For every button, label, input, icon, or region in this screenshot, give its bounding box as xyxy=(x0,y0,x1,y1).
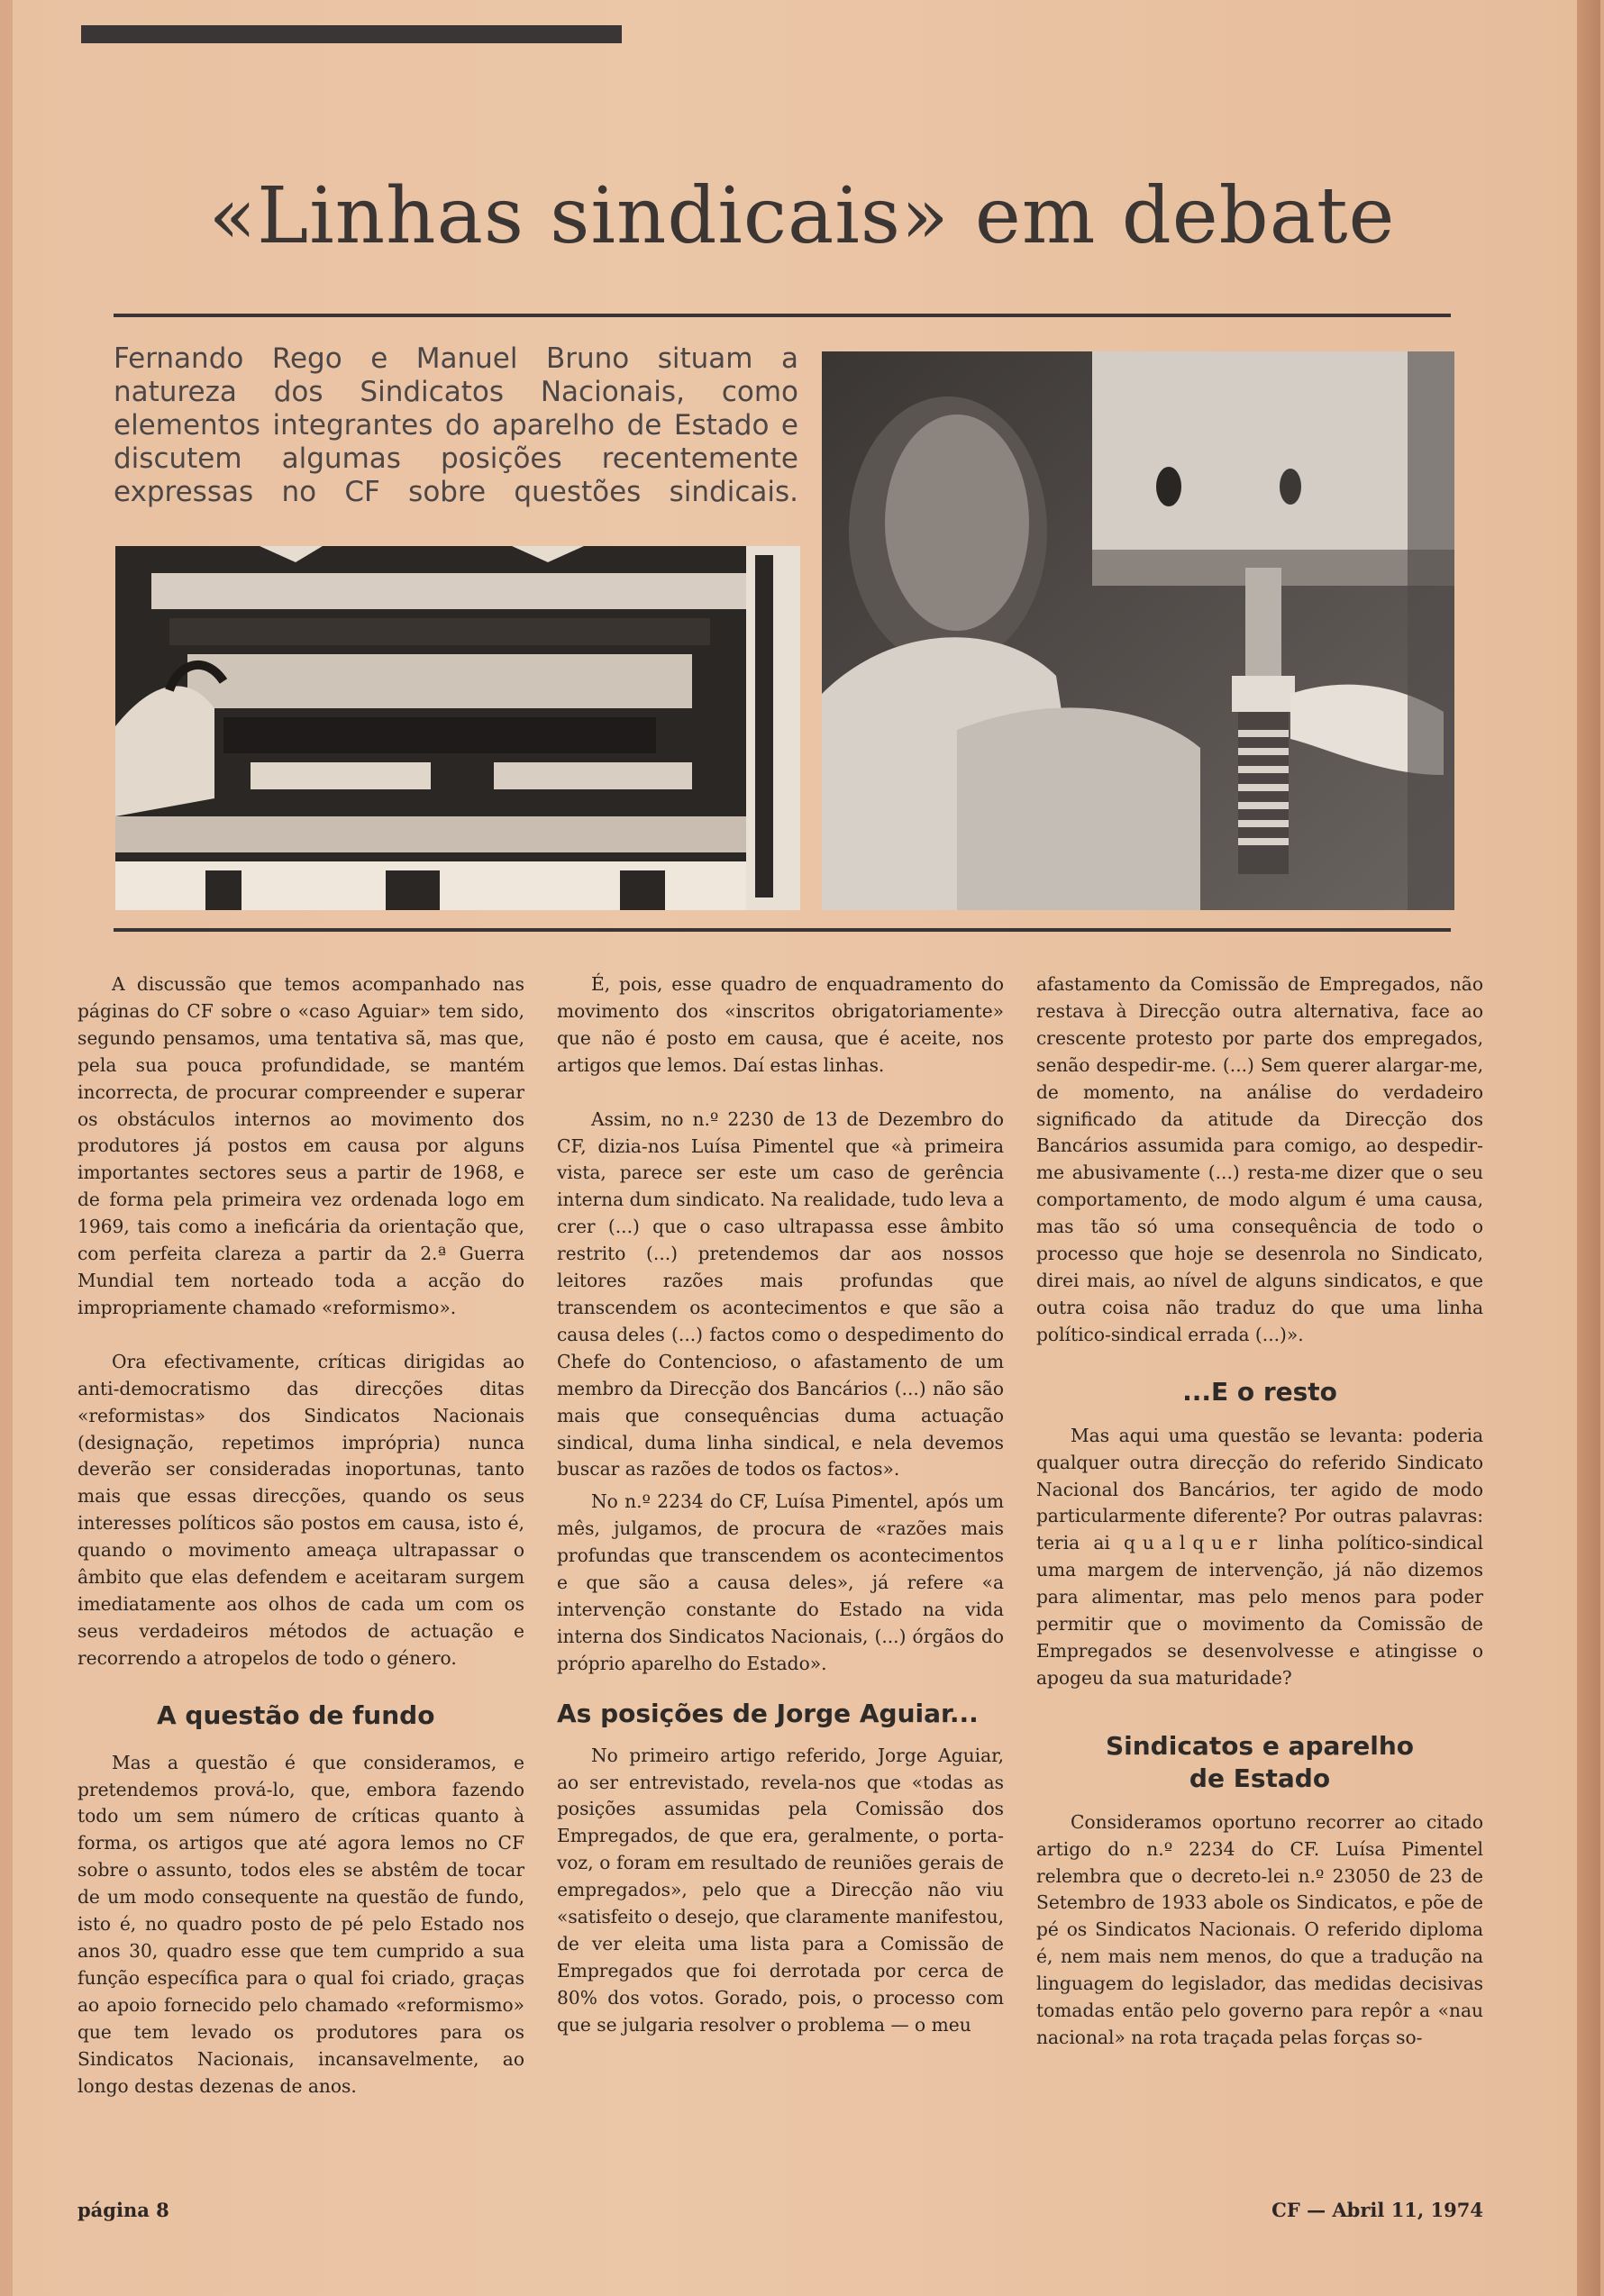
lede-paragraph: Fernando Rego e Manuel Bruno situam a natureza dos Sindicatos Nacionais, como elementos integrantes do aparelho de Estado e discutem algumas posições recentemente expressas no CF sobre questões sindicais. xyxy=(114,342,798,508)
photo-machine-parts xyxy=(115,546,800,910)
column-3 xyxy=(1036,971,1483,2052)
col1-paragraph-3: Mas a questão é que consideramos, e pretendemos prová-lo, que, embora fazendo todo um sem número de críticas quanto à forma, os artigos que até agora lemos no CF sobre o assunto, todos eles se abstêm de tocar de um modo consequente na questão de fundo, isto é, no quadro posto de pé pelo Estado nos anos 30, quadro esse que tem cumprido a sua função específica para o qual foi criado, graças ao apoio fornecido pelo chamado «reformismo» que tem levado os produtores para os Sindicatos Nacionais, incansavelmente, ao longo destas dezenas de anos. xyxy=(77,1751,524,2097)
col3-heading-2-line-2: de Estado xyxy=(1189,1763,1331,1793)
col2-paragraph-4: No primeiro artigo referido, Jorge Aguiar, ao ser entrevistado, revela-nos que «todas as posições assumidas pela Comissão dos Empregados, de que era, geralmente, o porta-voz, o foram em resultado de reuniões gerais de empregados», pelo que a Direcção não viu «satisfeito o desejo, que claramente manifestou, de ver eleita uma lista para a Comissão de Empregados que foi derrotada por cerca de 80% dos votos. Gorado, pois, o processo com que se julgaria resolver o problema — o meu xyxy=(557,1744,1004,2036)
rule-bottom xyxy=(114,928,1451,932)
col3-paragraph-2-part-a: Mas aqui uma questão se levanta: poderia qualquer outra direcção do referido Sindicato Nacional dos Bancários, ter agido de modo particularmente diferente? Por outras palavras: teria ai xyxy=(1036,1424,1483,1554)
column-2 xyxy=(557,971,1004,2039)
col1-paragraph-2: Ora efectivamente, críticas dirigidas ao anti-democratismo das direcções ditas «reformistas» dos Sindicatos Nacionais (designação, repetimos imprópria) nunca deverão ser consideradas inoportunas, tanto mais que essas direcções, quando os seus interesses políticos são postos em causa, isto é, quando o movimento ameaça ultrapassar o âmbito que elas defendem e aceitaram surgem imediatamente aos olhos de cada um com os seus verdadeiros métodos de actuação e recorrendo a atropelos de todo o género. xyxy=(77,1350,524,1669)
col1-heading: A questão de fundo xyxy=(157,1699,435,1730)
col2-paragraph-1: É, pois, esse quadro de enquadramento do movimento dos «inscritos obrigatoriamente» que não é posto em causa, que é aceite, nos artigos que lemos. Daí estas linhas. xyxy=(557,973,1004,1076)
footer-issue-date: CF — Abril 11, 1974 xyxy=(1271,2199,1483,2221)
col2-paragraph-3: No n.º 2234 do CF, Luísa Pimentel, após um mês, julgamos, de procura de «razões mais profundas que transcendem os acontecimentos e que são a causa deles», já refere «a intervenção constante do Estado na vida interna dos Sindicatos Nacionais, (...) órgãos do próprio aparelho do Estado». xyxy=(557,1490,1004,1674)
page-edge-shadow xyxy=(1577,0,1600,2296)
col1-paragraph-1: A discussão que temos acompanhado nas páginas do CF sobre o «caso Aguiar» tem sido, segundo pensamos, uma tentativa sã, mas que, pela sua pouca profundidade, se mantém incorrecta, de procurar compreender e superar os obstáculos internos ao movimento dos produtores já postos em causa por alguns importantes sectores seus a partir de 1968, e de forma pela primeira vez ordenada logo em 1969, tais como a ineficária da orientação que, com perfeita clareza a partir da 2.ª Guerra Mundial tem norteado toda a acção do impropriamente chamado «reformismo». xyxy=(77,973,524,1318)
col3-paragraph-3: Consideramos oportuno recorrer ao citado artigo do n.º 2234 do CF. Luísa Pimentel relembra que o decreto-lei n.º 23050 de 23 de Setembro de 1933 abole os Sindicatos, e põe de pé os Sindicatos Nacionais. O referido diploma é, nem mais nem menos, do que a tradução na linguagem do legislador, das medidas decisivas tomadas então pelo governo para repôr a «nau nacional» na rota traçada pelas forças so- xyxy=(1036,1810,1483,2048)
col3-heading-2-line-1: Sindicatos e aparelho xyxy=(1105,1730,1414,1761)
col3-heading-1: ...E o resto xyxy=(1182,1376,1337,1407)
col3-emphasis-word: qualquer xyxy=(1123,1532,1264,1554)
col3-heading-2 xyxy=(1036,1730,1483,1795)
footer-page-number: página 8 xyxy=(77,2199,169,2221)
rule-top xyxy=(114,314,1451,317)
col3-paragraph-2-part-c: linha político-sindical uma margem de intervenção, já não dizemos para alimentar, mas pelo menos para poder permitir que o movimento da Comissão de Empregados se desenvolvesse e atingisse o apogeu da sua maturidade? xyxy=(1036,1532,1483,1689)
col3-paragraph-2 xyxy=(1036,1423,1483,1692)
col3-paragraph-1: afastamento da Comissão de Empregados, não restava à Direcção outra alternativa, face ao crescente protesto por parte dos empregados, senão despedir-me. (...) Sem querer alargar-me, de momento, na análise do verdadeiro significado da atitude da Direcção dos Bancários assumida para comigo, ao despedir-me abusivamente (...) resta-me dizer que o seu comportamento, de modo algum é uma causa, mas tão só uma consequência de todo o processo que hoje se desenrola no Sindicato, direi mais, ao nível de alguns sindicatos, e que outra coisa não traduz do que uma linha político-sindical errada (...)». xyxy=(1036,973,1483,1345)
col2-heading: As posições de Jorge Aguiar... xyxy=(557,1698,979,1728)
top-black-bar xyxy=(81,25,622,43)
headline: «Linhas sindicais» em debate xyxy=(208,171,1396,261)
column-1 xyxy=(77,971,524,2100)
photo-worker-at-machine xyxy=(822,351,1454,910)
col2-paragraph-2: Assim, no n.º 2230 de 13 de Dezembro do CF, dizia-nos Luísa Pimentel que «à primeira vista, parece ser este um caso de gerência interna dum sindicato. Na realidade, tudo leva a crer (...) que o caso ultrapassa esse âmbito restrito (...) pretendemos dar aos nossos leitores razões mais profundas que transcendem os acontecimentos e que são a causa deles (...) factos como o despedimento do Chefe do Contencioso, o afastamento de um membro da Direcção dos Bancários (...) não são mais que consequências duma actuação sindical, duma linha sindical, e nela devemos buscar as razões de todos os factos». xyxy=(557,1107,1004,1481)
